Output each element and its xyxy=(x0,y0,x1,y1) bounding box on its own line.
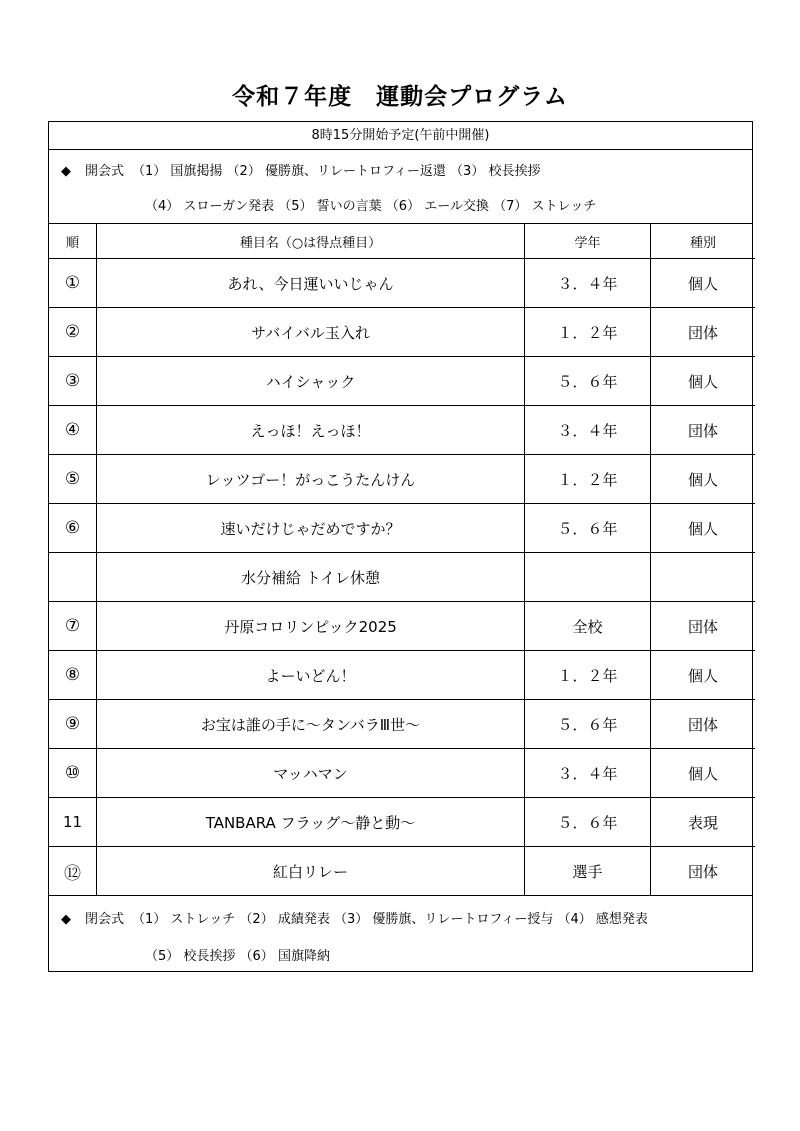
row-event-name: マッハマン xyxy=(97,749,525,798)
row-number: ⑥ xyxy=(49,504,97,553)
table-row xyxy=(49,847,755,896)
row-number: 11 xyxy=(49,798,97,847)
row-number: ⑦ xyxy=(49,602,97,651)
row-event-name: ハイシャック xyxy=(97,357,525,406)
table-row xyxy=(49,504,755,553)
opening-line-1 xyxy=(61,160,540,179)
row-number: ⑫ xyxy=(49,847,97,896)
row-number: ④ xyxy=(49,406,97,455)
diamond-bullet-icon: ◆ xyxy=(61,912,71,927)
row-category: 団体 xyxy=(651,847,756,896)
diamond-bullet-icon: ◆ xyxy=(61,164,71,179)
row-category: 団体 xyxy=(651,406,756,455)
row-number: ③ xyxy=(49,357,97,406)
opening-items-1: （1） 国旗掲揚 （2） 優勝旗、リレートロフィー返還 （3） 校長挨拶 xyxy=(132,164,541,179)
table-row xyxy=(49,798,755,847)
table-row xyxy=(49,651,755,700)
row-event-name: 速いだけじゃだめですか？ xyxy=(97,504,525,553)
row-grade: ３．４年 xyxy=(525,749,651,798)
row-event-name: 丹原コロリンピック2025 xyxy=(97,602,525,651)
row-category: 個人 xyxy=(651,749,756,798)
closing-items-1: （1） ストレッチ （2） 成績発表 （3） 優勝旗、リレートロフィー授与 （4） 感想発表 xyxy=(132,912,648,927)
row-grade: ５．６年 xyxy=(525,700,651,749)
table-row xyxy=(49,259,755,308)
row-grade: １．２年 xyxy=(525,651,651,700)
row-number: ⑧ xyxy=(49,651,97,700)
row-grade: ３．４年 xyxy=(525,259,651,308)
row-event-name: 紅白リレー xyxy=(97,847,525,896)
program-table xyxy=(49,224,755,895)
row-category: 表現 xyxy=(651,798,756,847)
row-grade: ５．６年 xyxy=(525,357,651,406)
closing-line-1 xyxy=(61,908,648,927)
row-event-name: よーいどん！ xyxy=(97,651,525,700)
row-event-name: あれ、今日運いいじゃん xyxy=(97,259,525,308)
closing-items-2: （5） 校長挨拶 （6） 国旗降納 xyxy=(145,949,330,964)
table-row xyxy=(49,308,755,357)
row-number: ① xyxy=(49,259,97,308)
table-row xyxy=(49,700,755,749)
row-grade: 選手 xyxy=(525,847,651,896)
start-time: 8時15分開始予定(午前中開催) xyxy=(49,122,752,150)
row-number: ⑨ xyxy=(49,700,97,749)
row-grade: １．２年 xyxy=(525,308,651,357)
row-event-name: レッツゴー！がっこうたんけん xyxy=(97,455,525,504)
table-row xyxy=(49,602,755,651)
row-number: ② xyxy=(49,308,97,357)
row-event-name: サバイバル玉入れ xyxy=(97,308,525,357)
row-category: 個人 xyxy=(651,455,756,504)
row-category xyxy=(651,553,756,602)
opening-items-2: （4） スローガン発表 （5） 誓いの言葉 （6） エール交換 （7） ストレッチ xyxy=(145,199,597,214)
row-category: 個人 xyxy=(651,504,756,553)
header-order: 順 xyxy=(49,224,97,259)
row-event-name: TANBARA フラッグ～静と動～ xyxy=(97,798,525,847)
row-number: ⑩ xyxy=(49,749,97,798)
table-row xyxy=(49,357,755,406)
row-number: ⑤ xyxy=(49,455,97,504)
page-title: 令和７年度 運動会プログラム xyxy=(232,84,568,110)
row-grade xyxy=(525,553,651,602)
row-category: 個人 xyxy=(651,651,756,700)
table-row xyxy=(49,455,755,504)
row-event-name: えっほ！えっほ！ xyxy=(97,406,525,455)
header-category: 種別 xyxy=(651,224,756,259)
table-row xyxy=(49,406,755,455)
row-category: 個人 xyxy=(651,357,756,406)
row-event-name: お宝は誰の手に～タンバラⅢ世～ xyxy=(97,700,525,749)
row-grade: １．２年 xyxy=(525,455,651,504)
closing-ceremony xyxy=(49,895,752,971)
opening-label: 開会式 xyxy=(85,164,125,179)
opening-ceremony xyxy=(49,150,752,224)
row-category: 団体 xyxy=(651,602,756,651)
row-event-name: 水分補給 トイレ休憩 xyxy=(97,553,525,602)
table-row xyxy=(49,749,755,798)
row-number xyxy=(49,553,97,602)
row-category: 個人 xyxy=(651,259,756,308)
row-category: 団体 xyxy=(651,700,756,749)
row-grade: ５．６年 xyxy=(525,504,651,553)
closing-label: 閉会式 xyxy=(85,912,125,927)
row-grade: ３．４年 xyxy=(525,406,651,455)
table-header-row xyxy=(49,224,755,259)
row-category: 団体 xyxy=(651,308,756,357)
header-event-name: 種目名（○は得点種目） xyxy=(97,224,525,259)
table-row-break xyxy=(49,553,755,602)
row-grade: 全校 xyxy=(525,602,651,651)
program-sheet xyxy=(48,121,753,972)
row-grade: ５．６年 xyxy=(525,798,651,847)
header-grade: 学年 xyxy=(525,224,651,259)
